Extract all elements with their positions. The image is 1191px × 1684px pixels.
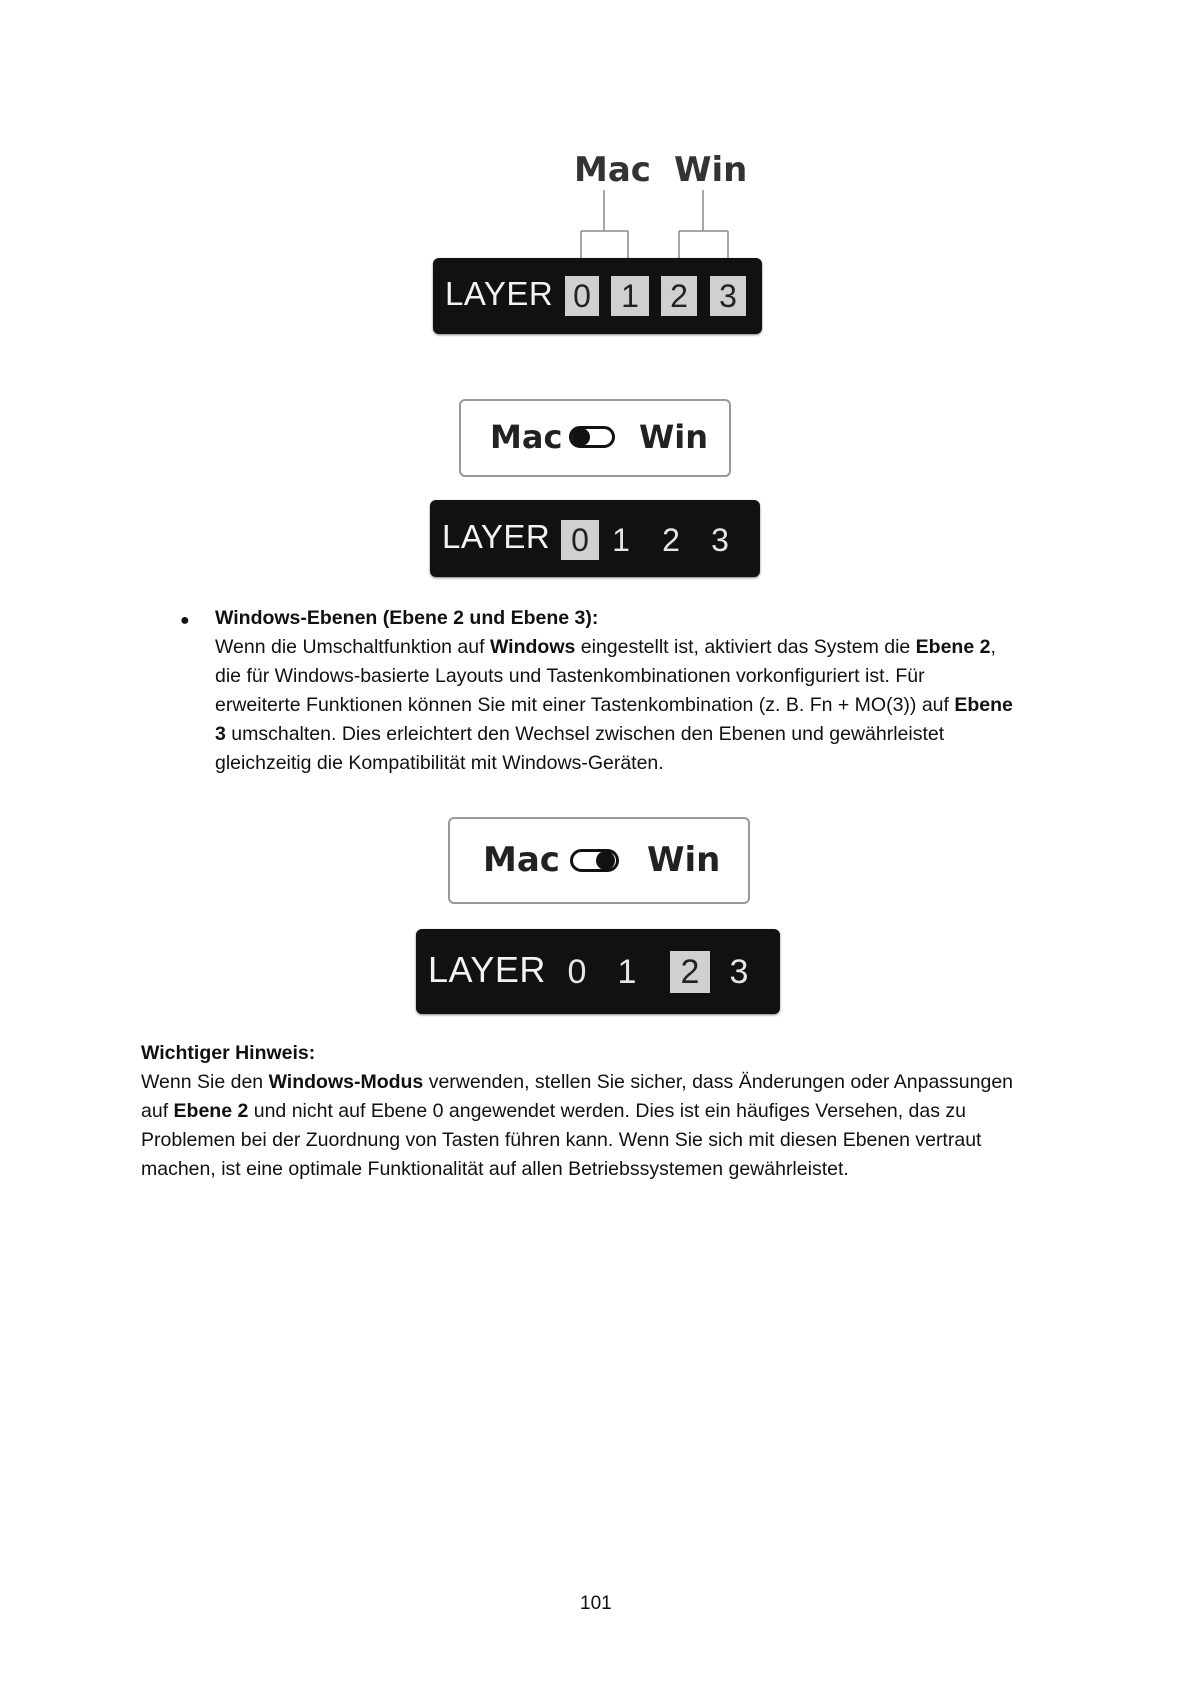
bullet-line: 3 umschalten. Dies erleichtert den Wechsel zwischen den Ebenen und gewährleistet [215, 723, 945, 745]
layer-bar [433, 258, 762, 334]
note-line: Problemen bei der Zuordnung von Tasten führen kann. Wenn Sie sich mit diesen Ebenen vertraut [141, 1129, 982, 1151]
layer-0-box: 0 [565, 276, 599, 316]
toggle-win-label: Win [647, 840, 721, 880]
toggle-switch [570, 849, 619, 872]
layer-1-box: 1 [611, 276, 649, 316]
bullet-line: gleichzeitig die Kompatibilität mit Windows-Geräten. [215, 752, 664, 774]
toggle-switch [569, 426, 615, 448]
toggle-win-label: Win [639, 418, 709, 456]
note-line: auf Ebene 2 und nicht auf Ebene 0 angewendet werden. Dies ist ein häufiges Versehen, das zu [141, 1100, 966, 1122]
bullet-heading: Windows-Ebenen (Ebene 2 und Ebene 3): [215, 607, 599, 629]
layer-2-active: 2 [670, 951, 710, 993]
layer-label: LAYER [442, 518, 551, 555]
layer-0: 0 [567, 953, 587, 991]
bullet-line: die für Windows-basierte Layouts und Tastenkombinationen vorkonfiguriert ist. Für [215, 665, 925, 687]
mac-win-toggle-box [459, 399, 731, 477]
layer-3: 3 [711, 522, 729, 558]
layer-2: 2 [662, 522, 680, 558]
mac-group-label: Mac [574, 150, 651, 190]
layer-bar [430, 500, 760, 577]
toggle-knob [572, 428, 590, 446]
bullet-dot: ● [180, 612, 190, 629]
bullet-text [215, 604, 1095, 778]
layer-1: 1 [617, 953, 637, 991]
layer-3: 3 [729, 953, 749, 991]
bullet-line: erweiterte Funktionen können Sie mit einer Tastenkombination (z. B. Fn + MO(3)) auf Ebene [215, 694, 1013, 716]
note-heading: Wichtiger Hinweis: [141, 1042, 316, 1064]
toggle-mac-label: Mac [490, 418, 563, 456]
note-line: Wenn Sie den Windows-Modus verwenden, stellen Sie sicher, dass Änderungen oder Anpassungen [141, 1071, 1014, 1093]
mac-win-toggle-box [448, 817, 750, 904]
toggle-mac-label: Mac [483, 840, 560, 880]
note-line: machen, ist eine optimale Funktionalität auf allen Betriebssystemen gewährleistet. [141, 1158, 849, 1180]
layer-bar [416, 929, 780, 1014]
win-group-label: Win [674, 150, 748, 190]
layer-label: LAYER [428, 949, 546, 990]
page-number: 101 [580, 1593, 612, 1614]
layer-label: LAYER [445, 275, 554, 312]
layer-2-box: 2 [661, 276, 697, 316]
important-note [141, 1039, 1101, 1184]
layer-1: 1 [612, 522, 630, 558]
layer-3-box: 3 [710, 276, 746, 316]
toggle-knob [596, 851, 615, 870]
layer-0-active: 0 [561, 520, 599, 560]
bullet-line: Wenn die Umschaltfunktion auf Windows eingestellt ist, aktiviert das System die Ebene 2, [215, 636, 996, 658]
